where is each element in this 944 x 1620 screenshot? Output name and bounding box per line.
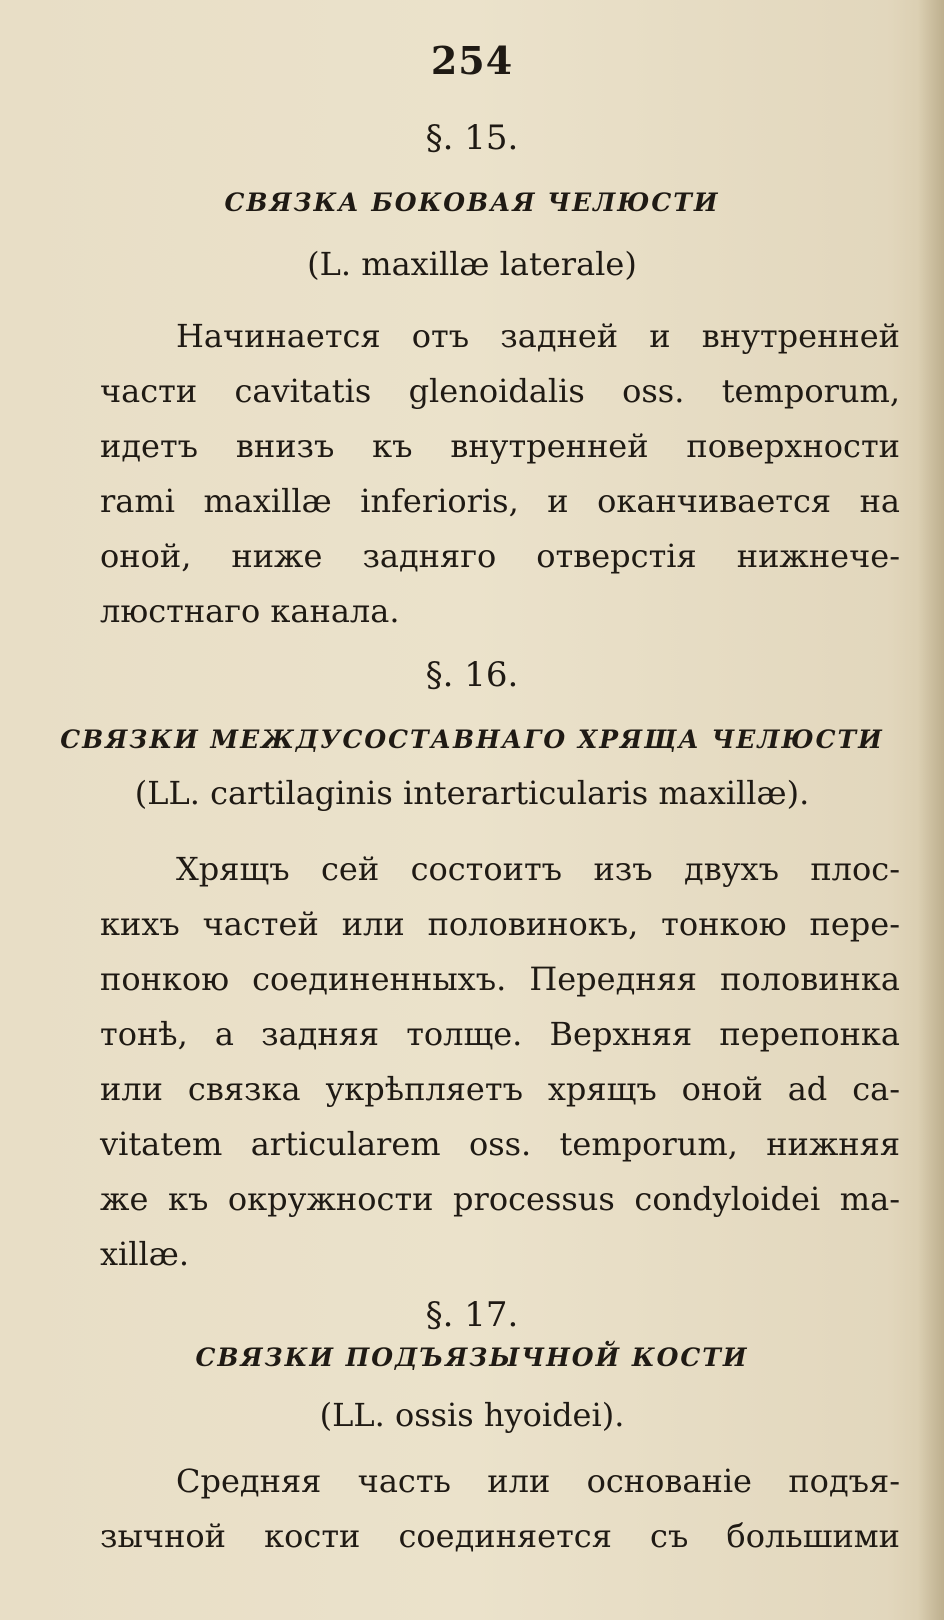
section-16-heading: СВЯЗКИ МЕЖДУСОСТАВНАГО ХРЯЩА ЧЕЛЮСТИ <box>60 725 884 754</box>
paragraph-line: Начинается отъ задней и внутренней <box>176 317 900 355</box>
section-17-paragraph <box>100 1454 900 1564</box>
section-15-paragraph <box>100 309 900 639</box>
section-16-latin-title: (LL. cartilaginis interarticularis maxillæ). <box>134 774 810 812</box>
section-17-heading: СВЯЗКИ ПОДЪЯЗЫЧНОЙ КОСТИ <box>195 1343 749 1372</box>
paragraph-line: или связка укрѣпляетъ хрящъ оной ad ca- <box>100 1070 900 1108</box>
paragraph-line: xillæ. <box>100 1235 189 1273</box>
paragraph-line: части cavitatis glenoidalis oss. temporum, <box>100 372 900 410</box>
paragraph-line: зычной кости соединяется съ большими <box>100 1517 900 1555</box>
paragraph-line: же къ окружности processus condyloidei ma- <box>100 1180 900 1218</box>
section-15-latin-title: (L. maxillæ laterale) <box>307 245 637 283</box>
paragraph-line: Средняя часть или основаніе подъя- <box>176 1462 900 1500</box>
page-number: 254 <box>430 38 514 83</box>
paragraph-line: rami maxillæ inferioris, и оканчивается на <box>100 482 900 520</box>
paragraph-line: тонѣ, а задняя толще. Верхняя перепонка <box>100 1015 900 1053</box>
section-16-number: §. 16. <box>425 655 519 695</box>
section-16-paragraph <box>100 842 900 1282</box>
section-15-heading: СВЯЗКА БОКОВАЯ ЧЕЛЮСТИ <box>224 188 720 217</box>
paragraph-line: идетъ внизъ къ внутренней поверхности <box>100 427 900 465</box>
paragraph-line: кихъ частей или половинокъ, тонкою пере- <box>100 905 900 943</box>
section-15-number: §. 15. <box>425 118 519 158</box>
paragraph-line: понкою соединенныхъ. Передняя половинка <box>100 960 900 998</box>
paragraph-line: vitatem articularem oss. temporum, нижняя <box>100 1125 900 1163</box>
section-17-latin-title: (LL. ossis hyoidei). <box>319 1396 625 1434</box>
paragraph-line: оной, ниже задняго отверстія нижнече- <box>100 537 900 575</box>
paragraph-line: Хрящъ сей состоитъ изъ двухъ плос- <box>176 850 900 888</box>
paragraph-line: люстнаго канала. <box>100 592 400 630</box>
section-17-number: §. 17. <box>425 1295 519 1335</box>
